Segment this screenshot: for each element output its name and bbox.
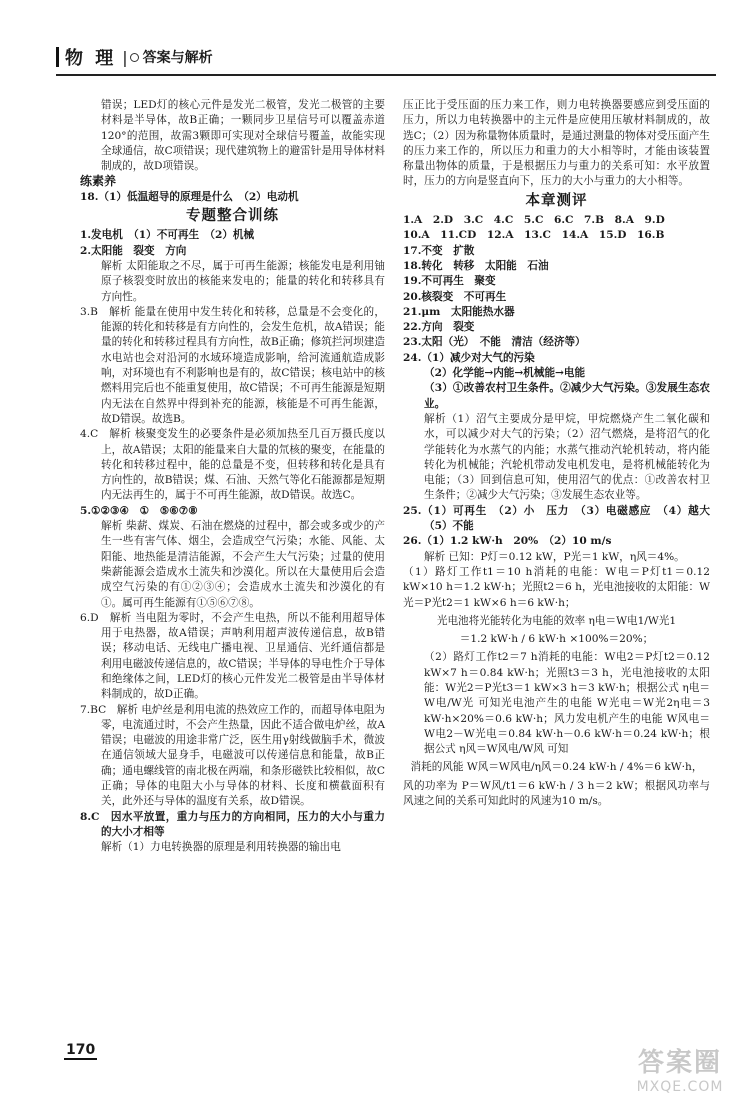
answer-6: 6.D 解析 当电阻为零时，不会产生电热，所以不能利用超导体用于电热器，故A错误；声呐利用超声波传递信息，故B错误；移动电话、无线电广播电视、卫星通信、光纤通信都是利用电磁波传递信息的，故C错误；半导体的导电性介于导体和绝缘体之间，LED灯的核心元件发光二极管是由半导体材料制成的，故D正确。 — [80, 611, 385, 701]
answer-7: 7.BC 解析 电炉丝是利用电流的热效应工作的，而超导体电阻为零，电流通过时，不会产生热量，因此不适合做电炉丝，故A错误；电磁波的用途非常广泛，医生用γ射线做脑手术，微波在通信领域大显身手，电磁波可以传递信息和能量，故B正确；通电螺线管的南北极在两端，和条形磁铁比较相似，故C正确；导体的电阻大小与导体的材料、长度和横截面积有关，此外还与导体的温度有关系，故D错误。 — [80, 703, 385, 808]
answer-24-3: （3）①改善农村卫生条件。②减少大气污染。③发展生态农业。 — [424, 382, 710, 410]
header-bar — [56, 47, 59, 67]
answer-8-analysis: 解析（1）力电转换器的原理是利用转换器的输出电 — [101, 841, 341, 854]
left-continuation: 错误；LED灯的核心元件是发光二极管，发光二极管的主要材料是半导体，故B正确；一颗同步卫星信号可以覆盖赤道120°的范围，故需3颗即可实现对全球信号覆盖，故能实现全球通信，故C项错误；现代建筑物上的避雷针是用导体材料制成的，故D项错误。 — [101, 99, 385, 173]
formula-wind-power: 风的功率为 P＝W风/t1＝6 kW·h / 3 h＝2 kW；根据风功率与风速之间的关系可知此时的风速为10 m/s。 — [403, 779, 710, 808]
right-continuation: 压正比于受压面的压力来工作，则力电转换器要感应到受压面的压力，所以力电转换器中的主元件是应使用压敏材料制成的，故选C；（2）因为称量物体质量时，是通过测量的物体对受压面产生的压力来工作的，所以压力和重力的大小相等时，才能由该装置称量出物体的质量，于是根据压力与重力的关系可知：水平放置时，压力的方向是竖直向下，压力的大小与重力的大小相等。 — [403, 99, 710, 188]
answer-24-1: 24.（1）减少对大气的污染 — [403, 351, 535, 364]
answer-25: 25.（1）可再生 （2）小 压力 （3）电磁感应 （4）越大 （5）不能 — [403, 504, 721, 533]
answer-5-analysis: 解析 柴薪、煤炭、石油在燃烧的过程中，都会或多或少的产生一些有害气体、烟尘，会造成空气污染；水能、风能、太阳能、地热能是清洁能源，不会产生大气污染；过量的使用柴薪能源会造成水土流失和沙漠化。所以在大量使用后会造成空气污染的有①②③④；会造成水土流失和沙漠化的有①。属可再生能源有①⑤⑥⑦⑧。 — [101, 520, 385, 609]
choice-answers-1-9: 1.A 2.D 3.C 4.C 5.C 6.C 7.B 8.A 9.D — [403, 214, 665, 227]
answer-18: 18.（1）低温超导的原理是什么 （2）电动机 — [80, 190, 299, 203]
watermark-url: MXQE.COM — [636, 1079, 724, 1095]
answer-2-analysis: 解析 太阳能取之不尽，属于可再生能源；核能发电是利用铀原子核裂变时放出的核能来发电的；能量的转化和转移具有方向性。 — [101, 259, 385, 303]
right-column — [403, 98, 721, 809]
answer-24-analysis: 解析（1）沼气主要成分是甲烷，甲烷燃烧产生二氧化碳和水，可以减少对大气的污染；（2）沼气燃烧，是将沼气的化学能转化为水蒸气的内能；水蒸气推动汽轮机转动，将内能转化为机械能；汽轮机带动发电机发电，是将机械能转化为电能；（3）回到信息可知，使用沼气的优点：①改善农村卫生条件；②减少大气污染；③发展生态农业等。 — [424, 412, 710, 502]
page-header: 物 理 | 答案与解析 — [56, 44, 716, 76]
formula-efficiency: 光电池将光能转化为电能的效率 η电＝W电1/W光1 — [436, 614, 677, 627]
formula-efficiency-value: ＝1.2 kW·h / 6 kW·h ×100%＝20%； — [459, 633, 654, 646]
watermark-logo: 答案圈 — [637, 1048, 722, 1078]
answer-26-given: 解析 已知：P灯＝0.12 kW，P光＝1 kW，η风＝4%。 — [424, 550, 685, 563]
answer-2: 2.太阳能 裂变 方向 — [80, 244, 187, 257]
answer-1: 1.发电机 （1）不可再生 （2）机械 — [80, 229, 255, 242]
choice-answers-10-16: 10.A 11.CD 12.A 13.C 14.A 15.D 16.B — [403, 229, 665, 242]
answer-21: 21.μm 太阳能热水器 — [403, 305, 515, 318]
answer-18-test: 18.转化 转移 太阳能 石油 — [403, 259, 549, 272]
header-subtitle: 答案与解析 — [142, 50, 213, 66]
answer-26-part2: （2）路灯工作t2＝7 h消耗的电能：W电2＝P灯t2＝0.12 kW×7 h＝0.84 kW·h；光照t3＝3 h，光电池接收的太阳能：W光2＝P光t3＝1 kW×3 h＝3 kW·h；根据公式 η电＝W电/W光 可知光电池产生的电能 W光电＝W光2η电＝3 kW·h×20%＝0.6 kW·h；风力发电机产生的电能 W风电＝W电2－W光电＝0.84 kW·h－0.6 kW·h＝0.24 kW·h；根据公式 η风＝W风电/W风 可知 — [424, 651, 710, 756]
answer-26-part1: （1）路灯工作t1＝10 h消耗的电能：W电＝P灯t1＝0.12 kW×10 h＝1.2 kW·h；光照t2＝6 h，光电池接收的太阳能：W光＝P光t2＝1 kW×6 h＝6 kW·h； — [403, 565, 710, 609]
answer-5: 5.①②③④ ① ⑤⑥⑦⑧ — [80, 504, 198, 517]
answer-26: 26.（1）1.2 kW·h 20% （2）10 m/s — [403, 535, 612, 548]
answer-3: 3.B 解析 能量在使用中发生转化和转移，总量是不会变化的，能源的转化和转移是有方向性的，会发生危机，故A错误；能量的转化和转移过程具有方向性，故B正确；修筑拦河坝建造水电站也会对沿河的水域环境造成影响，给河流通航造成影响，对环境也有不利影响也是有的，故C错误；核电站中的核燃料用完后也不能重复使用，故C错误；不可再生能源是短期内无法在自然界中得到补充的能源，核能是不可再生能源，故D错误。故选B。 — [80, 305, 385, 425]
site-watermark — [620, 1042, 740, 1098]
formula-wind-energy: 消耗的风能 W风＝W风电/η风＝0.24 kW·h / 4%＝6 kW·h， — [410, 761, 703, 774]
practice-heading: 练素养 — [80, 174, 117, 189]
section-title-chapter-test: 本章测评 — [525, 192, 588, 209]
answer-17: 17.不变 扩散 — [403, 244, 475, 257]
header-bullet-icon — [130, 53, 139, 62]
answer-22: 22.方向 裂变 — [403, 321, 475, 334]
answer-24-2: （2）化学能→内能→机械能→电能 — [424, 367, 586, 380]
section-title-integration: 专题整合训练 — [186, 208, 279, 225]
answer-8: 8.C 因水平放置，重力与压力的方向相同，压力的大小与重力的大小才相等 — [80, 810, 385, 838]
left-column — [80, 98, 385, 856]
answer-4: 4.C 解析 核聚变发生的必要条件是必须加热至几百万摄氏度以上，故A错误；太阳的能量来自大量的氘核的聚变，在能量的转化和转移过程中，能的总量是不变，但转移和转化是具有方向性的，故B错误；煤、石油、天然气等化石能源都是短期内无法再生的，属于不可再生能源，故D错误。故选C。 — [80, 428, 385, 502]
answer-19: 19.不可再生 聚变 — [403, 275, 496, 288]
answer-20: 20.核裂变 不可再生 — [403, 290, 507, 303]
answer-23: 23.太阳（光） 不能 清洁（经济等） — [403, 336, 586, 349]
page-number: 170 — [66, 1042, 96, 1058]
header-title: 物 理 — [65, 48, 117, 69]
